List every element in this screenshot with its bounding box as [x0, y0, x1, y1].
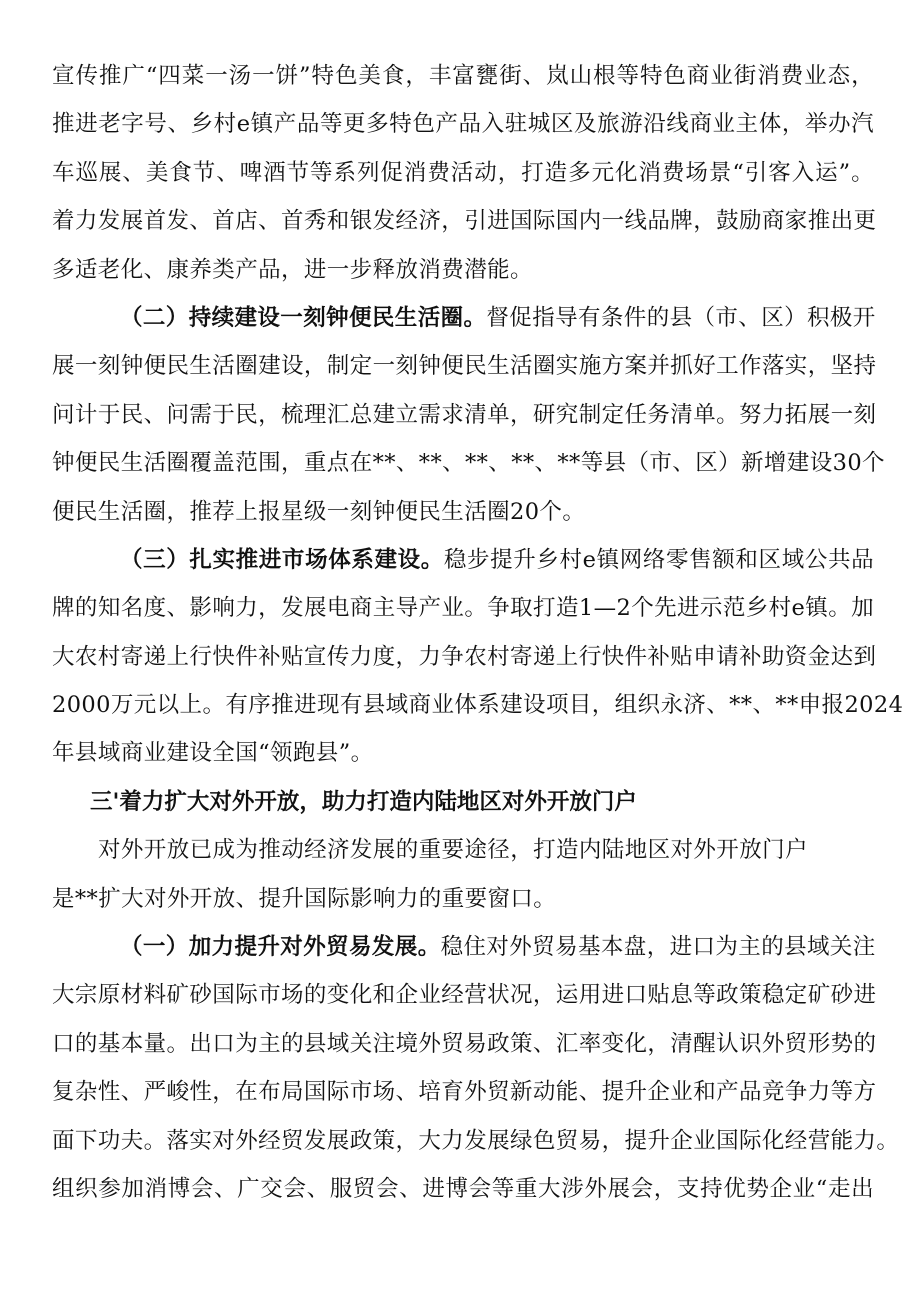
text-line: 牌的知名度、影响力，发展电商主导产业。争取打造1—2个先进示范乡村e镇。加 — [52, 595, 874, 622]
text-line: 问计于民、问需于民，梳理汇总建立需求清单，研究制定任务清单。努力拓展一刻 — [52, 401, 877, 428]
section-heading: 三'着力扩大对外开放，助力打造内陆地区对外开放门户 — [90, 788, 637, 815]
paragraph-text: 稳步提升乡村e镇网络零售额和区域公共品 — [443, 546, 874, 573]
text-line: 展一刻钟便民生活圈建设，制定一刻钟便民生活圈实施方案并抓好工作落实，坚持 — [52, 353, 877, 380]
text-line: 对外开放已成为推动经济发展的重要途径，打造内陆地区对外开放门户 — [98, 837, 808, 864]
text-line: 2000万元以上。有序推进现有县域商业体系建设项目，组织永济、**、**申报2024 — [52, 692, 904, 719]
text-line: 口的基本量。出口为主的县域关注境外贸易政策、汇率变化，清醒认识外贸形势的 — [52, 1030, 877, 1057]
text-line: 推进老字号、乡村e镇产品等更多特色产品入驻城区及旅游沿线商业主体，举办汽 — [52, 111, 874, 138]
text-line: 宣传推广“四菜一汤一饼”特色美食，丰富甕街、岚山根等特色商业街消费业态， — [52, 63, 874, 89]
paragraph-heading: （一）加力提升对外贸易发展。 — [120, 934, 441, 961]
text-line: 钟便民生活圈覆盖范围，重点在**、**、**、**、**等县（市、区）新增建设30个 — [52, 450, 885, 477]
text-line: 年县域商业建设全国“领跑县”。 — [52, 740, 374, 767]
text-line: 大农村寄递上行快件补贴宣传力度，力争农村寄递上行快件补贴申请补助资金达到 — [52, 643, 877, 670]
text-line: 面下功夫。落实对外经贸发展政策，大力发展绿色贸易，提升企业国际化经营能力。 — [52, 1127, 900, 1154]
text-line: 组织参加消博会、广交会、服贸会、进博会等重大涉外展会，支持优势企业“走出 — [52, 1175, 874, 1202]
text-line — [52, 923, 874, 971]
paragraph-market-system — [52, 536, 904, 778]
paragraph-text: 稳住对外贸易基本盘，进口为主的县域关注 — [440, 934, 876, 961]
text-line: 复杂性、严峻性，在布局国际市场、培育外贸新动能、提升企业和产品竞争力等方 — [52, 1079, 877, 1106]
text-line: 多适老化、康养类产品，进一步释放消费潜能。 — [52, 256, 533, 283]
text-line: 着力发展首发、首店、首秀和银发经济，引进国际国内一线品牌，鼓励商家推出更 — [52, 208, 877, 235]
text-line — [52, 294, 874, 342]
text-line: 便民生活圈，推荐上报星级一刻钟便民生活圈20个。 — [52, 498, 586, 525]
paragraph-heading: （二）持续建设一刻钟便民生活圈。 — [120, 304, 487, 331]
paragraph-text: 督促指导有条件的县（市、区）积极开 — [486, 304, 876, 331]
text-line: 是**扩大对外开放、提升国际影响力的重要窗口。 — [52, 885, 557, 912]
paragraph-opening-intro — [52, 826, 874, 923]
text-line: 大宗原材料矿砂国际市场的变化和企业经营状况，运用进口贴息等政策稳定矿砂进 — [52, 982, 877, 1009]
document-page — [52, 52, 904, 1213]
paragraph-foreign-trade — [52, 923, 900, 1213]
text-line — [52, 536, 874, 584]
paragraph-heading: （三）扎实推进市场体系建设。 — [120, 546, 444, 573]
text-line: 车巡展、美食节、啤酒节等系列促消费活动，打造多元化消费场景“引客入运”。 — [52, 159, 874, 186]
paragraph-living-circle — [52, 294, 885, 536]
paragraph-consumption — [52, 52, 877, 294]
